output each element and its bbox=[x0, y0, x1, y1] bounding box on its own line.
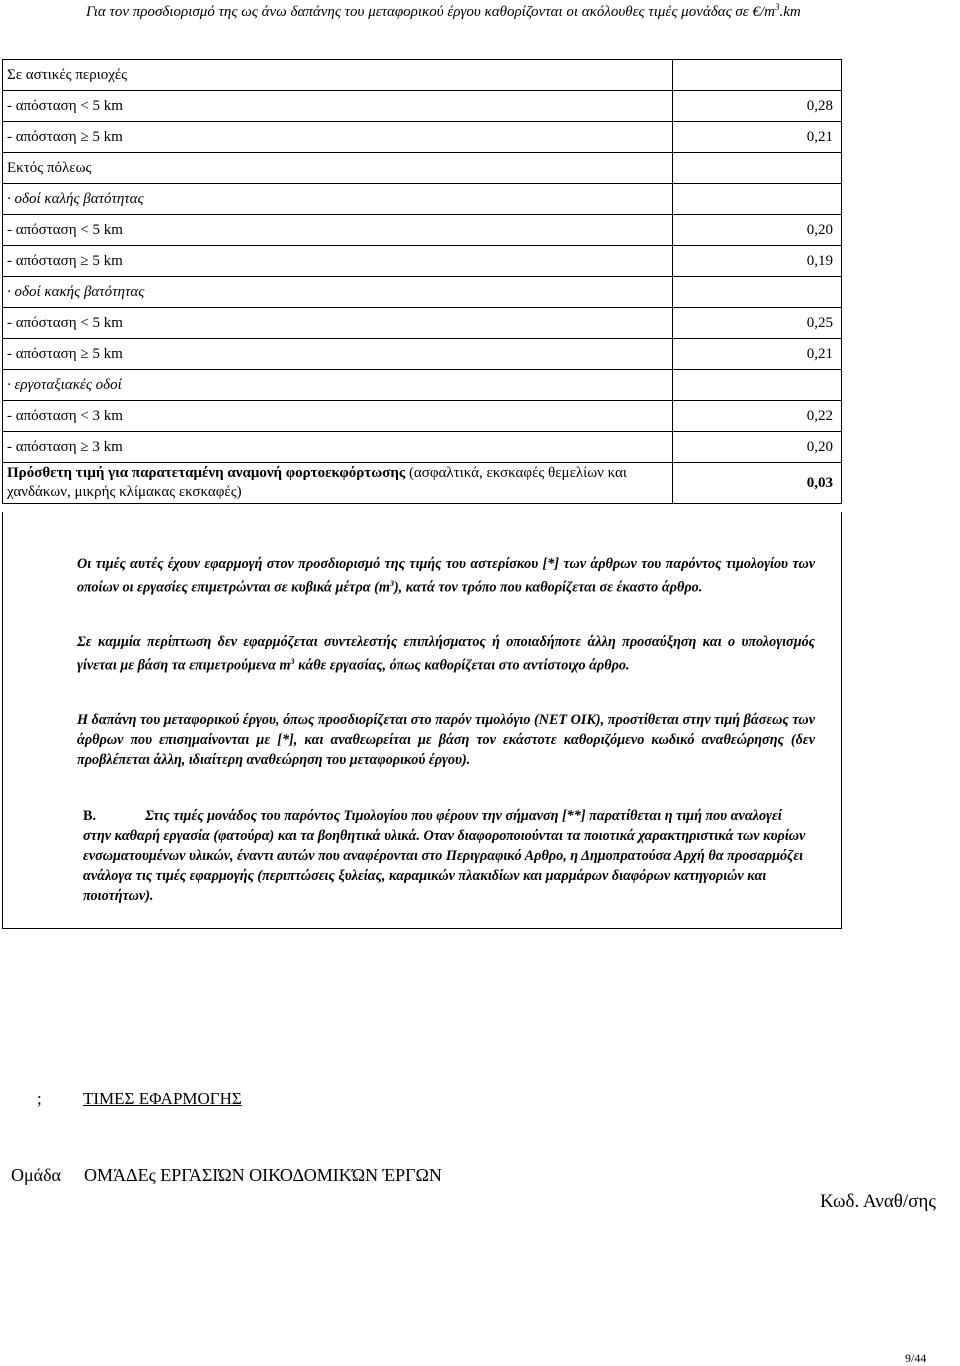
rate-value: 0,25 bbox=[673, 308, 842, 339]
rate-value bbox=[673, 277, 842, 308]
rate-label: - απόσταση < 5 km bbox=[3, 308, 673, 339]
rate-label: · οδοί κακής βατότητας bbox=[3, 277, 673, 308]
group-title: ΟΜΆΔΕς ΕΡΓΑΣΙΏΝ ΟΙΚΟΔΟΜΙΚΏΝ ΈΡΓΩΝ bbox=[84, 1165, 442, 1185]
rate-label: · οδοί καλής βατότητας bbox=[3, 184, 673, 215]
note-paragraph-2: Σε καμμία περίπτωση δεν εφαρμόζεται συντελεστής επιπλήσματος ή οποιαδήποτε άλλη προσαύξηση και ο υπολογισμός γίνεται με βάση τα επιμετρούμενα $m^3$ κάθε εργασίας, όπως καθορίζεται στο αντίστοιχο άρθρο. bbox=[77, 634, 815, 674]
rate-value bbox=[673, 184, 842, 215]
rate-value: 0,22 bbox=[673, 401, 842, 432]
rate-label: Σε αστικές περιοχές bbox=[3, 60, 673, 91]
note-paragraph-1: Οι τιμές αυτές έχουν εφαρμογή στον προσδιορισμό της τιμής του αστερίσκου [*] των άρθρων του παρόντος τιμολογίου των οποίων οι εργασίες επιμετρώνται σε κυβικά μέτρα $(m^3)$, κατά τον τρόπο που καθορίζεται σε έκαστο άρθρο. bbox=[77, 556, 815, 596]
rate-row bbox=[3, 401, 842, 432]
rate-row bbox=[3, 277, 842, 308]
rate-row bbox=[3, 370, 842, 401]
rate-row bbox=[3, 432, 842, 463]
rate-label: - απόσταση < 5 km bbox=[3, 215, 673, 246]
rate-value bbox=[673, 370, 842, 401]
rate-label: - απόσταση ≥ 5 km bbox=[3, 246, 673, 277]
rate-row bbox=[3, 60, 842, 91]
extra-charge-value: 0,03 bbox=[673, 463, 842, 504]
rate-row bbox=[3, 184, 842, 215]
rate-row bbox=[3, 91, 842, 122]
note-b bbox=[83, 806, 808, 906]
rate-label: - απόσταση < 5 km bbox=[3, 91, 673, 122]
intro-unit: $€/m^3.km$ bbox=[752, 2, 801, 20]
page-number: 9/44 bbox=[905, 1351, 927, 1365]
section-heading: ; ΤΙΜΕΣ ΕΦΑΡΜΟΓΗΣ bbox=[37, 1089, 242, 1108]
group-label: Ομάδα bbox=[11, 1165, 61, 1185]
rate-label: - απόσταση ≥ 5 km bbox=[3, 339, 673, 370]
rate-label: - απόσταση ≥ 5 km bbox=[3, 122, 673, 153]
rate-value: 0,19 bbox=[673, 246, 842, 277]
rate-value: 0,20 bbox=[673, 215, 842, 246]
rate-value bbox=[673, 153, 842, 184]
rates-table bbox=[2, 59, 842, 504]
section-title: ΤΙΜΕΣ ΕΦΑΡΜΟΓΗΣ bbox=[83, 1089, 242, 1108]
intro-line: Για τον προσδιορισμό της ως άνω δαπάνης του μεταφορικού έργου καθορίζονται οι ακόλουθες τιμές μονάδας σε bbox=[86, 4, 749, 20]
revision-code-label: Κωδ. Αναθ/σης bbox=[820, 1191, 936, 1212]
note-b-letter: Β. bbox=[83, 808, 97, 824]
rate-row bbox=[3, 308, 842, 339]
rate-row bbox=[3, 153, 842, 184]
rate-value: 0,21 bbox=[673, 339, 842, 370]
rate-label: Εκτός πόλεως bbox=[3, 153, 673, 184]
extra-charge-row bbox=[3, 463, 842, 504]
rate-label: - απόσταση < 3 km bbox=[3, 401, 673, 432]
extra-charge-description: Πρόσθετη τιμή για παρατεταμένη αναμονή φορτοεκφόρτωσης (ασφαλτικά, εκσκαφές θεμελίων και χανδάκων, μικρής κλίμακας εκσκαφές) bbox=[3, 463, 673, 504]
rate-row bbox=[3, 215, 842, 246]
rate-value: 0,21 bbox=[673, 122, 842, 153]
rate-label: · εργοταξιακές οδοί bbox=[3, 370, 673, 401]
rate-value bbox=[673, 60, 842, 91]
rate-value: 0,20 bbox=[673, 432, 842, 463]
rate-value: 0,28 bbox=[673, 91, 842, 122]
group-heading bbox=[11, 1165, 442, 1186]
note-paragraph-3: Η δαπάνη του μεταφορικού έργου, όπως προσδιορίζεται στο παρόν τιμολόγιο (ΝΕΤ ΟΙΚ), προστίθεται στην τιμή βάσεως των άρθρων που επισημαίνονται με [*], και αναθεωρείται με βάση τον εκάστοτε καθοριζόμενο κωδικό αναθεώρησης (δεν προβλέπεται άλλη, ιδιαίτερη αναθεώρηση του μεταφορικού έργου). bbox=[77, 712, 815, 768]
rate-row bbox=[3, 246, 842, 277]
intro-text bbox=[86, 0, 946, 22]
note-b-text: Στις τιμές μονάδος του παρόντος Τιμολογίου που φέρουν την σήμανση [**] παρατίθεται η τιμή που αναλογεί στην καθαρή εργασία (φατούρα) και τα βοηθητικά υλικά. Οταν διαφοροποιούνται τα ποιοτικά χαρακτηριστικά των κυρίων ενσωματουμένων υλικών, έναντι αυτών που αναφέρονται στο Περιγραφικό Αρθρο, η Δημοπρατούσα Αρχή θα προσαρμόζει ανάλογα τις τιμές εφαρμογής (περιπτώσεις ξυλείας, καραμικών πλακιδίων και μαρμάρων διαφόρων κατηγοριών και ποιοτήτων). bbox=[83, 808, 806, 904]
rate-label: - απόσταση ≥ 3 km bbox=[3, 432, 673, 463]
rate-row bbox=[3, 339, 842, 370]
notes-box bbox=[2, 512, 842, 929]
rate-row bbox=[3, 122, 842, 153]
